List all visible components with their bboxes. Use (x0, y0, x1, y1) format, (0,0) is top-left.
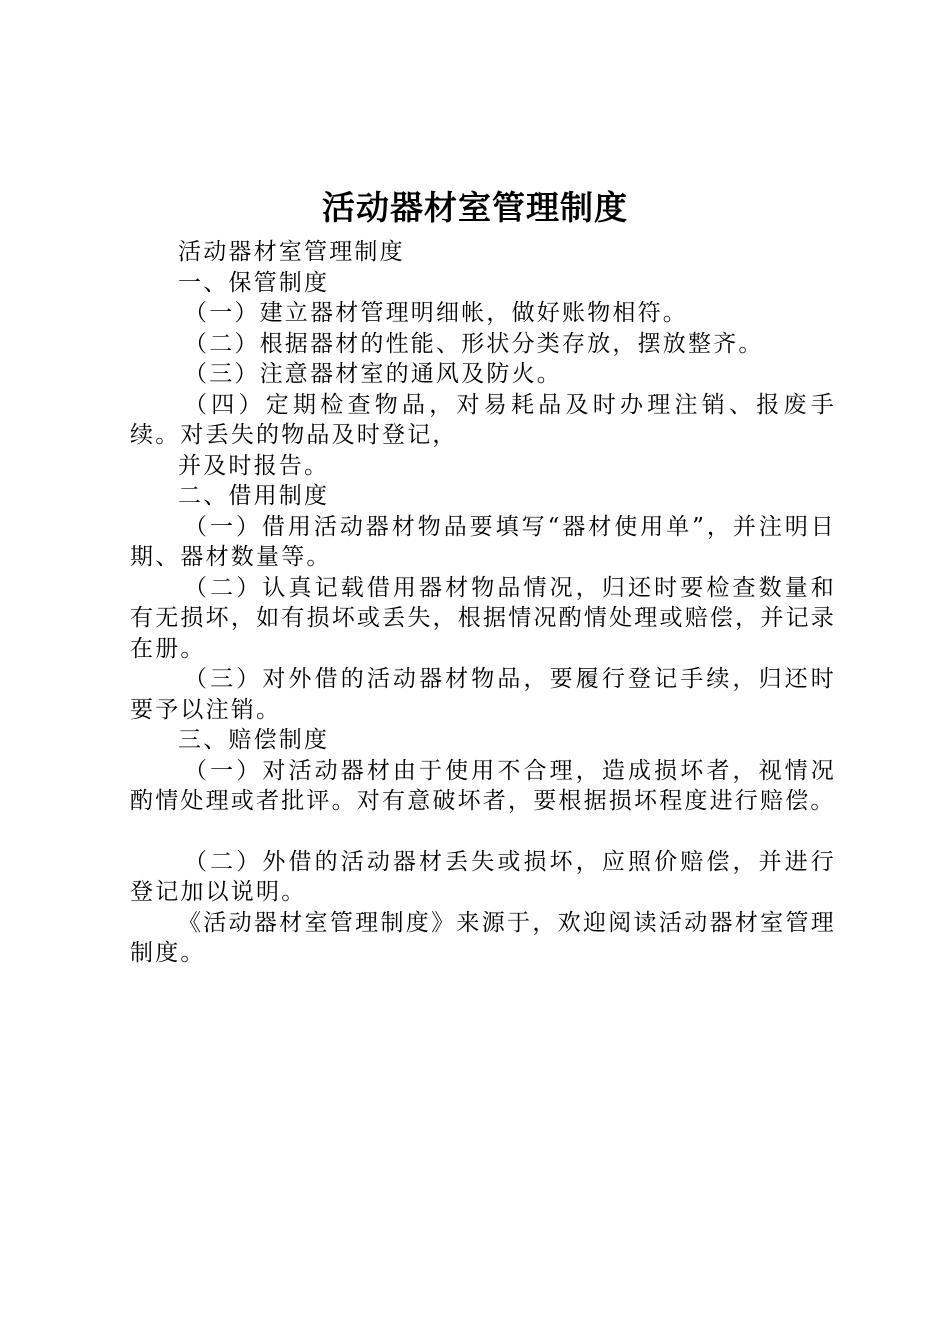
paragraph-custody-4-cont: 并及时报告。 (178, 452, 330, 479)
paragraph-compensation-2: （二）外借的活动器材丢失或损坏，应照价赔偿，并进行登记加以说明。 (130, 848, 836, 905)
paragraph-custody-4: （四）定期检查物品，对易耗品及时办理注销、报废手续。对丢失的物品及时登记， (130, 391, 836, 448)
paragraph-custody-2: （二）根据器材的性能、形状分类存放，摆放整齐。 (184, 330, 764, 357)
document-title: 活动器材室管理制度 (322, 188, 628, 227)
paragraph-borrowing-2: （二）认真记载借用器材物品情况，归还时要检查数量和有无损坏，如有损坏或丢失，根据情况酌情处理或赔偿，并记录在册。 (130, 574, 836, 662)
paragraph-custody-1: （一）建立器材管理明细帐，做好账物相符。 (184, 300, 688, 326)
document-body (130, 237, 836, 969)
section-heading-borrowing: 二、借用制度 (178, 483, 330, 509)
paragraph-source-note: 《活动器材室管理制度》来源于，欢迎阅读活动器材室管理制度。 (130, 909, 836, 966)
paragraph-heading-repeat: 活动器材室管理制度 (178, 239, 405, 265)
section-heading-compensation: 三、赔偿制度 (178, 727, 330, 753)
paragraph-compensation-1: （一）对活动器材由于使用不合理，造成损坏者，视情况酌情处理或者批评。对有意破坏者，要根据损坏程度进行赔偿。 (130, 757, 836, 814)
paragraph-custody-3: （三）注意器材室的通风及防火。 (184, 361, 562, 387)
paragraph-borrowing-1: （一）借用活动器材物品要填写“器材使用单”，并注明日期、器材数量等。 (130, 513, 836, 570)
section-heading-custody: 一、保管制度 (178, 269, 330, 296)
paragraph-borrowing-3: （三）对外借的活动器材物品，要履行登记手续，归还时要予以注销。 (130, 666, 836, 723)
